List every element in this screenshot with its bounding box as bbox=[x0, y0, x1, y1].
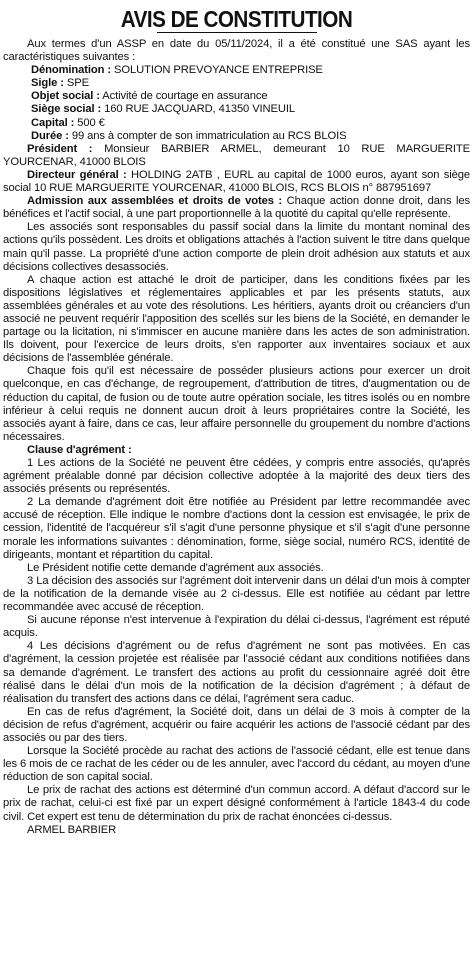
field-value: SOLUTION PREVOYANCE ENTREPRISE bbox=[111, 64, 323, 77]
field-capital bbox=[3, 117, 470, 130]
field-label: Capital : bbox=[31, 116, 75, 129]
field-objet bbox=[3, 90, 470, 103]
body-paragraph: Chaque fois qu'il est nécessaire de posséder plusieurs actions pour exercer un droit quelconque, en cas d'échange, de regroupement, d'attribution de titres, d'augmentation ou de réduction du capital, de fusion ou de toute autre opération sociale, les titres isolés ou en nombre inférieur à celui requis ne donnent aucun droit à leurs propriétaires contre la Société, les associés ayant à faire, dans ce cas, leur affaire personnelle du groupement du nombre d'actions nécessaires. bbox=[3, 365, 470, 443]
agrement-label: Clause d'agrément : bbox=[27, 443, 132, 456]
agrement-paragraph: En cas de refus d'agrément, la Société doit, dans un délai de 3 mois à compter de la décision de refus d'agrément, acquérir ou faire acquérir les actions de l'associé cédant par des associés ou par des tiers. bbox=[3, 705, 470, 744]
agrement-paragraph: 1 Les actions de la Société ne peuvent être cédées, y compris entre associés, qu'après agrément préalable donné par décision collective adoptée à la majorité des deux tiers des associés présents ou représentés. bbox=[3, 457, 470, 496]
field-directeur bbox=[3, 169, 470, 195]
field-label: Objet social : bbox=[31, 90, 100, 103]
field-president bbox=[3, 143, 470, 169]
field-duree bbox=[3, 130, 470, 143]
field-label: Durée : bbox=[31, 129, 69, 142]
field-value: Chaque action donne droit, dans les bénéfices et l'actif social, à une part proportionnelle à la quotité du capital qu'elle représente. bbox=[3, 195, 470, 221]
agrement-paragraph: Si aucune réponse n'est intervenue à l'expiration du délai ci-dessus, l'agrément est réputé acquis. bbox=[3, 614, 470, 640]
field-label: Président : bbox=[27, 142, 93, 155]
agrement-paragraph: 2 La demande d'agrément doit être notifiée au Président par lettre recommandée avec accusé de réception. Elle indique le nombre d'actions dont la cession est envisagée, le prix de cession, l'identité de l'acquéreur s'il s'agit d'une personne physique et s'il s'agit d'une personne morale les informations suivantes : dénomination, forme, siège social, numéro RCS, identité de dirigeants, montant et répartition du capital. bbox=[3, 496, 470, 561]
field-value: Monsieur BARBIER ARMEL, demeurant 10 RUE MARGUERITE YOURCENAR, 41000 BLOIS bbox=[3, 142, 471, 168]
field-label: Admission aux assemblées et droits de votes : bbox=[27, 195, 283, 208]
field-value: 160 RUE JACQUARD, 41350 VINEUIL bbox=[101, 103, 296, 116]
field-label: Directeur général : bbox=[27, 168, 127, 181]
notice-title: AVIS DE CONSTITUTION bbox=[120, 6, 353, 32]
title-underline bbox=[157, 32, 317, 33]
agrement-paragraph: 3 La décision des associés sur l'agrément doit intervenir dans un délai d'un mois à compter de la notification de la demande visée au 2 ci-dessus. Elle est notifiée au cédant par lettre recommandée avec accusé de réception. bbox=[3, 574, 470, 614]
agrement-paragraph: Le prix de rachat des actions est déterminé d'un commun accord. A défaut d'accord sur le prix de rachat, celui-ci est fixé par un expert désigné conformément à l'article 1843-4 du code civil. Cet expert est tenu de détermination du prix de rachat énoncées ci-dessus. bbox=[3, 784, 470, 823]
signature: ARMEL BARBIER bbox=[27, 823, 117, 836]
agrement-paragraph: Le Président notifie cette demande d'agrément aux associés. bbox=[27, 561, 324, 574]
field-value: Activité de courtage en assurance bbox=[99, 90, 268, 103]
intro-paragraph: Aux termes d'un ASSP en date du 05/11/2024, il a été constitué une SAS ayant les caractéristiques suivantes : bbox=[3, 38, 470, 64]
field-value: 99 ans à compter de son immatriculation au RCS BLOIS bbox=[68, 129, 347, 142]
field-value: 500 € bbox=[74, 116, 105, 129]
field-label: Dénomination : bbox=[31, 64, 112, 77]
body-paragraph: Les associés sont responsables du passif social dans la limite du montant nominal des actions qu'ils possèdent. Les droits et obligations attachés à l'action suivent le titre dans quelque main qu'il passe. La propriété d'une action comporte de plein droit adhésion aux statuts et aux décisions collectives desassociés. bbox=[3, 221, 470, 273]
agrement-heading bbox=[3, 444, 470, 457]
field-label: Sigle : bbox=[31, 77, 64, 90]
agrement-paragraph: 4 Les décisions d'agrément ou de refus d'agrément ne sont pas motivées. En cas d'agrément, la cession projetée est réalisée par l'associé cédant aux conditions notifiées dans sa demande d'agrément. Le transfert des actions au profit du cessionnaire agréé doit être réalisé dans le délai d'un mois de la notification de la décision d'agrément ; à défaut de réalisation du transfert des actions dans ce délai, l'agrément sera caduc. bbox=[3, 640, 470, 705]
field-label: Siège social : bbox=[31, 103, 102, 116]
agrement-paragraph: Lorsque la Société procède au rachat des actions de l'associé cédant, elle est tenue dans les 6 mois de ce rachat de les céder ou de les annuler, avec l'accord du cédant, au moyen d'une réduction de son capital social. bbox=[3, 745, 470, 784]
field-sigle bbox=[3, 77, 470, 90]
field-admission bbox=[3, 195, 470, 221]
body-paragraph: A chaque action est attaché le droit de participer, dans les conditions fixées par les dispositions législatives et réglementaires applicables et par les présents statuts, aux assemblées générales et au vote des résolutions. Les héritiers, ayants droit ou créanciers d'un associé ne peuvent requérir l'apposition des scellés sur les biens de la Société, en demander le partage ou la licitation, ni s'immiscer en aucune manière dans les actes de son administration. Ils doivent, pour l'exercice de leurs droits, s'en rapporter aux inventaires sociaux et aux décisions de l'assemblée générale. bbox=[3, 273, 470, 365]
field-siege bbox=[3, 103, 470, 116]
field-denomination bbox=[3, 64, 470, 77]
field-value: HOLDING 2ATB , EURL au capital de 1000 euros, ayant son siège social 10 RUE MARGUERITE YOURCENAR, 41000 BLOIS, RCS BLOIS n° 887951697 bbox=[3, 168, 470, 195]
field-value: SPE bbox=[63, 77, 89, 90]
